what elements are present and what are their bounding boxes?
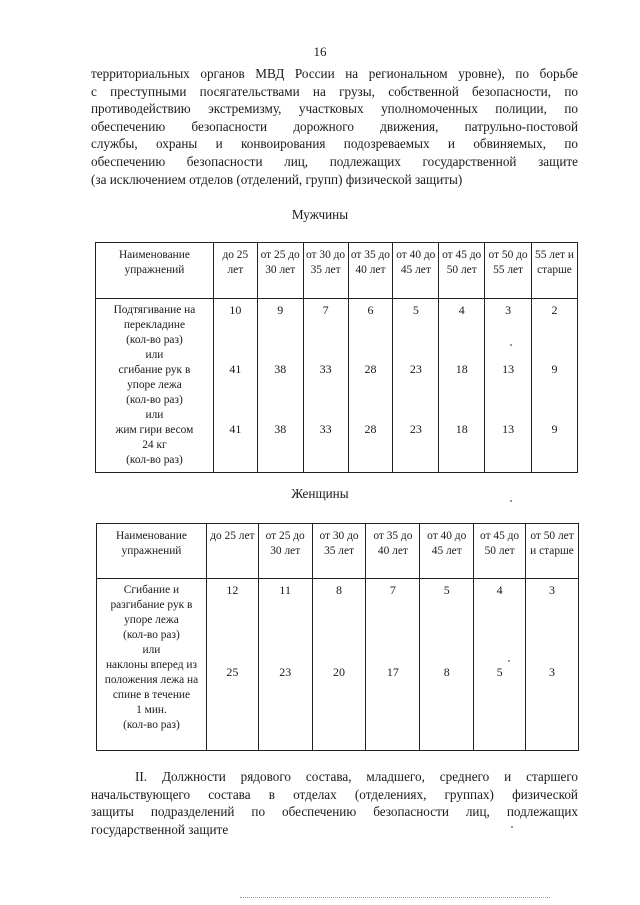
- intro-paragraph: [91, 65, 578, 188]
- value-cell: 41: [229, 422, 242, 436]
- men-col-header: 55 лет и старше: [532, 243, 578, 299]
- women-col-header: от 45 до 50 лет: [474, 524, 526, 579]
- value-cell: 9: [551, 422, 558, 436]
- exercise-line: упоре лежа: [127, 379, 182, 391]
- exercise-line: (кол-во раз): [123, 629, 180, 641]
- intro-line: (за исключением отделов (отделений, групп) физической защиты): [91, 171, 463, 187]
- value-cell: 5: [496, 665, 503, 679]
- value-cell: 8: [336, 583, 343, 597]
- value-cell: 13: [502, 362, 515, 376]
- women-data-row: [97, 579, 579, 751]
- exercise-line: или: [142, 644, 161, 656]
- exercise-line: перекладине: [123, 319, 186, 331]
- men-col-header: до 25 лет: [213, 243, 257, 299]
- exercise-line: или: [145, 349, 164, 361]
- exercise-line: наклоны вперед из: [105, 659, 197, 671]
- value-cell: 9: [551, 362, 558, 376]
- value-cell: 38: [274, 422, 287, 436]
- men-values-col-2: [257, 299, 303, 473]
- exercise-line: положения лежа на: [104, 674, 199, 686]
- value-cell: 11: [279, 583, 291, 597]
- value-cell: 33: [319, 422, 332, 436]
- section-line: защиты подразделений по обеспечению безопасности лиц, подлежащих: [91, 804, 578, 820]
- exercise-line: 1 мин.: [136, 704, 167, 716]
- intro-line: территориальных органов МВД России на региональном уровне), по борьбе: [91, 66, 578, 81]
- value-cell: 5: [443, 583, 450, 597]
- value-cell: 33: [319, 362, 332, 376]
- value-cell: 2: [551, 303, 558, 317]
- exercise-line: Сгибание и: [123, 584, 180, 596]
- scan-speck: [511, 826, 513, 828]
- women-header-exercise: Наименование упражнений: [97, 524, 207, 579]
- women-values-col-1: [206, 579, 258, 751]
- women-col-header: от 50 лет и старше: [526, 524, 579, 579]
- value-cell: 18: [455, 362, 468, 376]
- men-values-col-5: [393, 299, 439, 473]
- exercise-line: спине в течение: [112, 689, 191, 701]
- value-cell: 18: [455, 422, 468, 436]
- intro-line: обеспечению безопасности лиц, подлежащих государственной защите: [91, 153, 578, 169]
- section-line: начальствующего состава в отделах (отделениях, группах) физической: [91, 786, 578, 802]
- women-values-col-2: [258, 579, 312, 751]
- scan-speck: [508, 660, 510, 662]
- women-values-col-4: [366, 579, 420, 751]
- women-col-header: от 30 до 35 лет: [312, 524, 366, 579]
- page-number: 16: [313, 44, 327, 59]
- men-col-header: от 40 до 45 лет: [393, 243, 439, 299]
- value-cell: 3: [505, 303, 512, 317]
- value-cell: 12: [226, 583, 239, 597]
- value-cell: 3: [549, 665, 555, 679]
- value-cell: 20: [333, 665, 346, 679]
- men-exercise-cell: [96, 299, 214, 473]
- men-values-col-6: [439, 299, 485, 473]
- exercise-line: упоре лежа: [124, 614, 179, 626]
- men-col-header: от 35 до 40 лет: [348, 243, 393, 299]
- value-cell: 6: [367, 303, 374, 317]
- value-cell: 5: [412, 303, 419, 317]
- women-exercise-cell: [97, 579, 207, 751]
- men-norms-table: [95, 242, 578, 473]
- value-cell: 38: [274, 362, 287, 376]
- section-line: II. Должности рядового состава, младшего, среднего и старшего: [135, 769, 578, 784]
- exercise-line: или: [145, 409, 164, 421]
- men-heading: Мужчины: [291, 207, 349, 222]
- value-cell: 13: [502, 422, 515, 436]
- value-cell: 28: [364, 422, 377, 436]
- value-cell: 10: [229, 303, 242, 317]
- women-col-header: до 25 лет: [206, 524, 258, 579]
- value-cell: 23: [409, 422, 422, 436]
- value-cell: 4: [496, 583, 503, 597]
- women-values-col-5: [420, 579, 474, 751]
- exercise-line: (кол-во раз): [123, 719, 180, 731]
- women-values-col-6: [474, 579, 526, 751]
- women-values-col-3: [312, 579, 366, 751]
- women-norms-table: [96, 523, 579, 751]
- exercise-line: Подтягивание на: [113, 304, 196, 316]
- exercise-line: (кол-во раз): [126, 334, 183, 346]
- value-cell: 8: [443, 665, 450, 679]
- value-cell: 7: [322, 303, 329, 317]
- men-col-header: от 45 до 50 лет: [439, 243, 485, 299]
- men-col-header: от 50 до 55 лет: [485, 243, 532, 299]
- men-data-row: [96, 299, 578, 473]
- intro-line: с преступными посягательствами на грузы, собственной безопасности, по: [91, 83, 578, 99]
- exercise-line: разгибание рук в: [110, 599, 193, 611]
- scan-speck: [510, 344, 512, 346]
- exercise-line: жим гири весом: [115, 424, 194, 436]
- value-cell: 9: [277, 303, 284, 317]
- men-header-row: [96, 243, 578, 299]
- men-col-header: от 25 до 30 лет: [257, 243, 303, 299]
- scan-speck: [510, 500, 512, 502]
- scan-edge-line: [240, 897, 550, 899]
- men-values-col-8: [532, 299, 578, 473]
- women-values-col-7: [526, 579, 579, 751]
- value-cell: 23: [279, 665, 292, 679]
- men-values-col-7: [485, 299, 532, 473]
- exercise-line: сгибание рук в: [118, 364, 191, 376]
- exercise-line: 24 кг: [142, 439, 167, 451]
- men-values-col-1: [213, 299, 257, 473]
- value-cell: 7: [389, 583, 396, 597]
- intro-line: службы, охраны и конвоирования подозреваемых и обвиняемых, по: [91, 136, 578, 152]
- exercise-line: (кол-во раз): [126, 394, 183, 406]
- section-line: государственной защите: [91, 821, 229, 837]
- value-cell: 23: [409, 362, 422, 376]
- exercise-line: (кол-во раз): [126, 454, 183, 466]
- women-col-header: от 35 до 40 лет: [366, 524, 420, 579]
- men-col-header: от 30 до 35 лет: [303, 243, 348, 299]
- women-col-header: от 40 до 45 лет: [420, 524, 474, 579]
- women-header-row: [97, 524, 579, 579]
- men-values-col-4: [348, 299, 393, 473]
- value-cell: 25: [226, 665, 239, 679]
- value-cell: 28: [364, 362, 377, 376]
- men-header-exercise: Наименование упражнений: [96, 243, 214, 299]
- women-col-header: от 25 до 30 лет: [258, 524, 312, 579]
- intro-line: противодействию экстремизму, участковых уполномоченных полиции, по: [91, 101, 578, 117]
- value-cell: 4: [458, 303, 465, 317]
- value-cell: 3: [549, 583, 555, 597]
- intro-line: обеспечению безопасности дорожного движения, патрульно-постовой: [91, 118, 578, 134]
- section-heading: [91, 768, 578, 838]
- value-cell: 41: [229, 362, 242, 376]
- men-values-col-3: [303, 299, 348, 473]
- value-cell: 17: [386, 665, 399, 679]
- women-heading: Женщины: [291, 486, 349, 501]
